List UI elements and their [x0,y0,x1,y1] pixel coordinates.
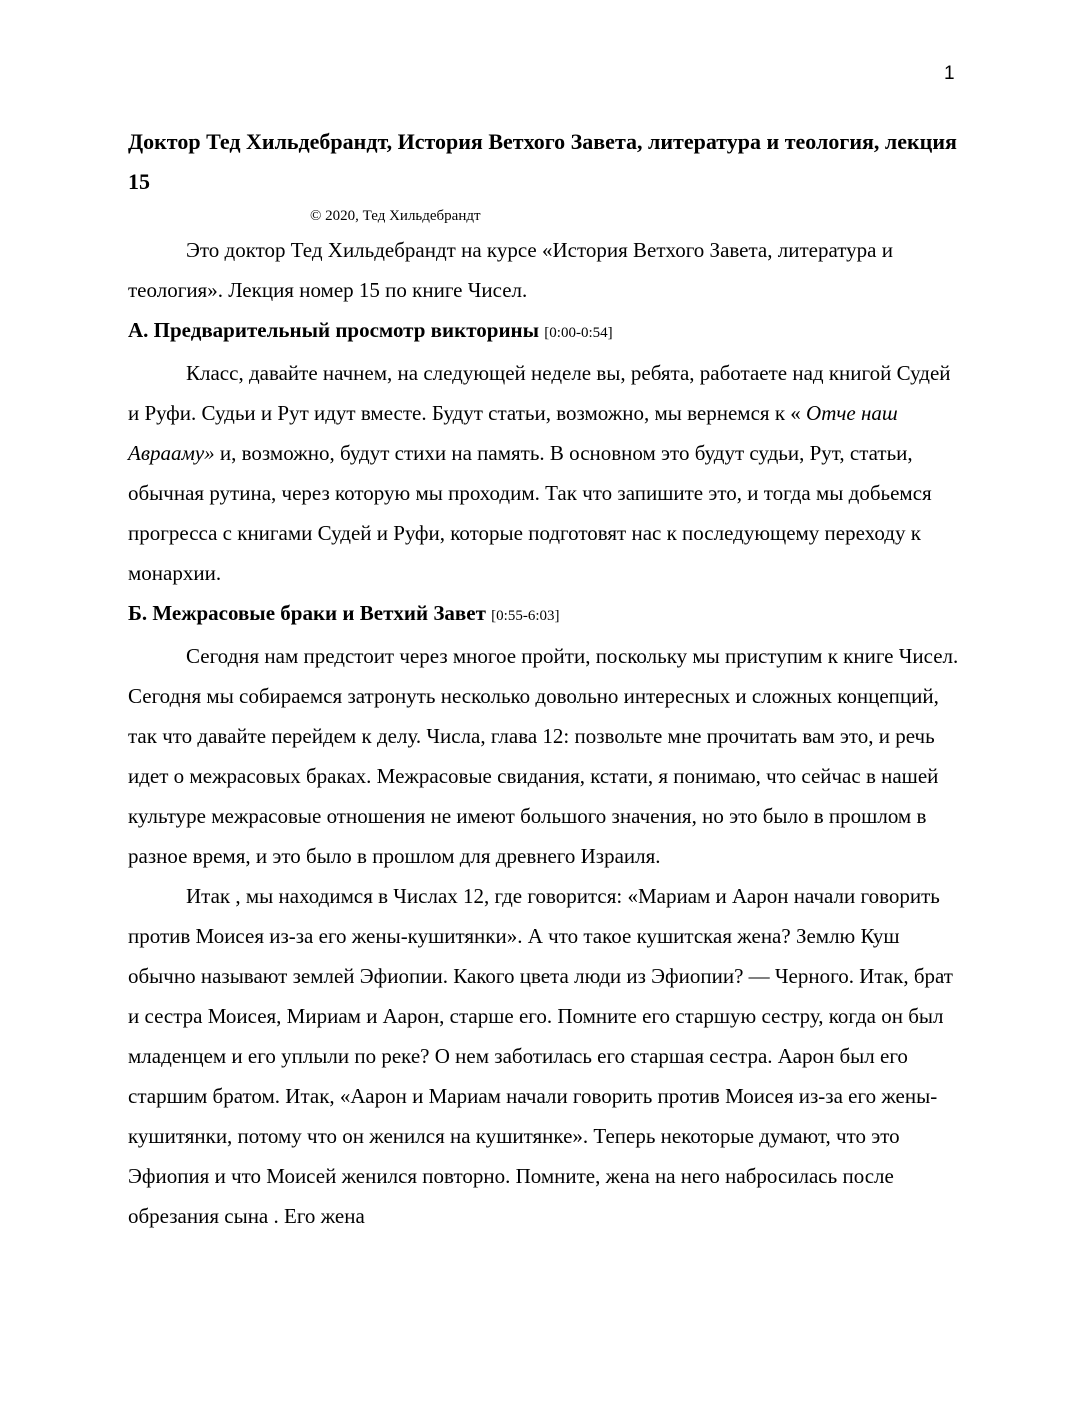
section-a-timestamp: [0:00-0:54] [544,325,613,341]
section-b-heading [128,593,960,636]
section-a-heading [128,310,960,353]
intro-paragraph: Это доктор Тед Хильдебрандт на курсе «История Ветхого Завета, литература и теология». Лекция номер 15 по книге Чисел. [128,238,893,302]
document-body [128,122,960,1236]
section-a-title: А. Предварительный просмотр викторины [128,318,540,342]
section-a-text-after: и, возможно, будут стихи на память. В основном это будут судьи, Рут, статьи, обычная рутина, через которую мы проходим. Так что запишите это, и тогда мы добьемся прогресса с книгами Судей и Руфи, которые подготовят нас к последующему переходу к монархии. [128,441,932,585]
section-a-paragraph [128,353,960,593]
section-b-title: Б. Межрасовые браки и Ветхий Завет [128,601,486,625]
section-a-italic-title: Отче наш Аврааму» [128,401,898,465]
document-title: Доктор Тед Хильдебрандт, История Ветхого Завета, литература и теология, лекция 15 [128,129,957,194]
page-number: 1 [944,63,955,84]
section-b-paragraph-2: Итак , мы находимся в Числах 12, где говорится: «Мариам и Аарон начали говорить против Моисея из-за его жены-кушитянки». А что такое кушитская жена? Землю Куш обычно называют землей Эфиопии. Какого цвета люди из Эфиопии? — Черного. Итак, брат и сестра Моисея, Мириам и Аарон, старше его. Помните его старшую сестру, когда он был младенцем и его уплыли по реке? О нем заботилась его старшая сестра. Аарон был его старшим братом. Итак, «Аарон и Мариам начали говорить против Моисея из-за его жены-кушитянки, потому что он женился на кушитянке». Теперь некоторые думают, что это Эфиопия и что Моисей женился повторно. Помните, жена на него набросилась после обрезания сына . Его жена [128,884,953,1228]
section-b-timestamp: [0:55-6:03] [491,608,560,624]
section-b-paragraph-1: Сегодня нам предстоит через многое пройти, поскольку мы приступим к книге Чисел. Сегодня мы собираемся затронуть несколько довольно интересных и сложных концепций, так что давайте перейдем к делу. Числа, глава 12: позвольте мне прочитать вам это, и речь идет о межрасовых браках. Межрасовые свидания, кстати, я понимаю, что сейчас в нашей культуре межрасовые отношения не имеют большого значения, но это было в прошлом в разное время, и это было в прошлом для древнего Израиля. [128,644,959,868]
section-a-text-before: Класс, давайте начнем, на следующей неделе вы, ребята, работаете над книгой Судей и Руфи. Судьи и Рут идут вместе. Будут статьи, возможно, мы вернемся к « [128,361,951,425]
copyright-notice: © 2020, Тед Хильдебрандт [310,208,481,224]
